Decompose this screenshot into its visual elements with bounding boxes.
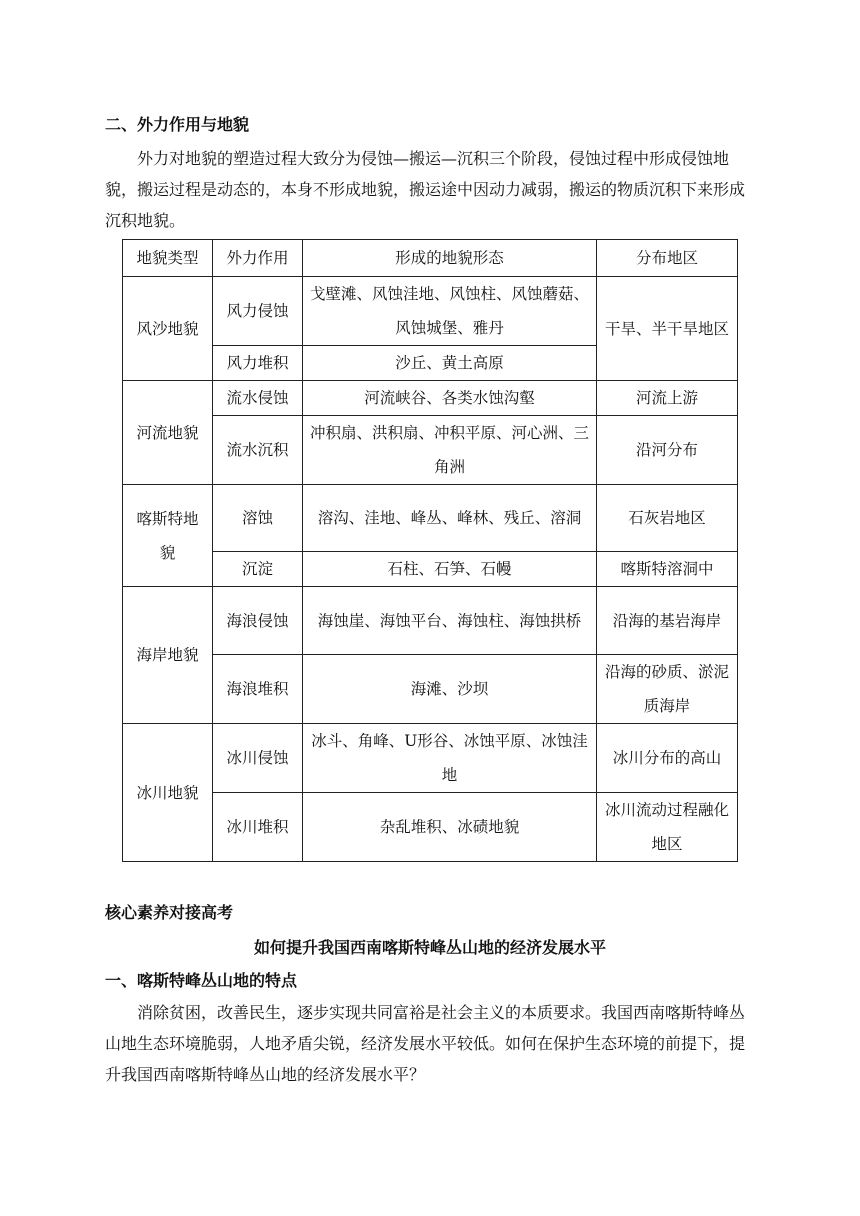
- landform-type-cell: 风沙地貌: [123, 277, 213, 381]
- force-cell: 海浪堆积: [213, 655, 303, 724]
- table-row: [123, 793, 738, 862]
- forms-cell: 海蚀崖、海蚀平台、海蚀柱、海蚀拱桥: [303, 587, 597, 655]
- region-cell: 石灰岩地区: [597, 485, 738, 552]
- region-cell: 沿河分布: [597, 416, 738, 485]
- forms-cell: 溶沟、洼地、峰丛、峰林、残丘、溶洞: [303, 485, 597, 552]
- header-cell: 地貌类型: [123, 240, 213, 277]
- karst-paragraph: [105, 997, 755, 1090]
- region-cell: 冰川流动过程融化地区: [597, 793, 738, 862]
- table-row: [123, 381, 738, 416]
- force-cell: 海浪侵蚀: [213, 587, 303, 655]
- article-title: 如何提升我国西南喀斯特峰丛山地的经济发展水平: [253, 938, 606, 957]
- header-cell: 外力作用: [213, 240, 303, 277]
- forms-cell: 戈壁滩、风蚀洼地、风蚀柱、风蚀蘑菇、风蚀城堡、雅丹: [303, 277, 597, 346]
- header-cell: 形成的地貌形态: [303, 240, 597, 277]
- force-cell: 流水沉积: [213, 416, 303, 485]
- table-row: [123, 587, 738, 655]
- table-header-row: [123, 240, 738, 277]
- force-cell: 溶蚀: [213, 485, 303, 552]
- landform-type-cell: 河流地貌: [123, 381, 213, 485]
- intro-text: 外力对地貌的塑造过程大致分为侵蚀—搬运—沉积三个阶段，侵蚀过程中形成侵蚀地貌，搬运过程是动态的，本身不形成地貌，搬运途中因动力减弱，搬运的物质沉积下来形成沉积地貌。: [105, 149, 746, 230]
- header-cell: 分布地区: [597, 240, 738, 277]
- table-row: [123, 416, 738, 485]
- forms-cell: 冲积扇、洪积扇、冲积平原、河心洲、三角洲: [303, 416, 597, 485]
- table-row: [123, 277, 738, 346]
- forms-cell: 石柱、石笋、石幔: [303, 552, 597, 587]
- region-cell: 喀斯特溶洞中: [597, 552, 738, 587]
- region-cell: 冰川分布的高山: [597, 724, 738, 793]
- forms-cell: 冰斗、角峰、U形谷、冰蚀平原、冰蚀洼地: [303, 724, 597, 793]
- region-cell: 河流上游: [597, 381, 738, 416]
- table-row: [123, 724, 738, 793]
- table-row: [123, 485, 738, 552]
- table-row: [123, 655, 738, 724]
- landform-type-cell: 海岸地貌: [123, 587, 213, 724]
- region-cell: 干旱、半干旱地区: [597, 277, 738, 381]
- force-cell: 风力堆积: [213, 346, 303, 381]
- forms-cell: 沙丘、黄土高原: [303, 346, 597, 381]
- section-heading: 二、外力作用与地貌: [105, 115, 250, 134]
- karst-text: 消除贫困，改善民生，逐步实现共同富裕是社会主义的本质要求。我国西南喀斯特峰丛山地生态环境脆弱，人地矛盾尖锐，经济发展水平较低。如何在保护生态环境的前提下，提升我国西南喀斯特峰丛山地的经济发展水平？: [105, 1003, 746, 1084]
- table-row: [123, 552, 738, 587]
- force-cell: 冰川堆积: [213, 793, 303, 862]
- core-literacy-label: 核心素养对接高考: [105, 903, 234, 922]
- forms-cell: 海滩、沙坝: [303, 655, 597, 724]
- forms-cell: 河流峡谷、各类水蚀沟壑: [303, 381, 597, 416]
- force-cell: 流水侵蚀: [213, 381, 303, 416]
- force-cell: 冰川侵蚀: [213, 724, 303, 793]
- region-cell: 沿海的砂质、淤泥质海岸: [597, 655, 738, 724]
- forms-cell: 杂乱堆积、冰碛地貌: [303, 793, 597, 862]
- force-cell: 风力侵蚀: [213, 277, 303, 346]
- section-subheading: 一、喀斯特峰丛山地的特点: [105, 971, 298, 990]
- landform-type-cell: 冰川地貌: [123, 724, 213, 862]
- region-cell: 沿海的基岩海岸: [597, 587, 738, 655]
- landform-type-cell: 喀斯特地貌: [123, 485, 213, 587]
- landform-table: [122, 239, 738, 862]
- intro-paragraph: [105, 143, 755, 236]
- force-cell: 沉淀: [213, 552, 303, 587]
